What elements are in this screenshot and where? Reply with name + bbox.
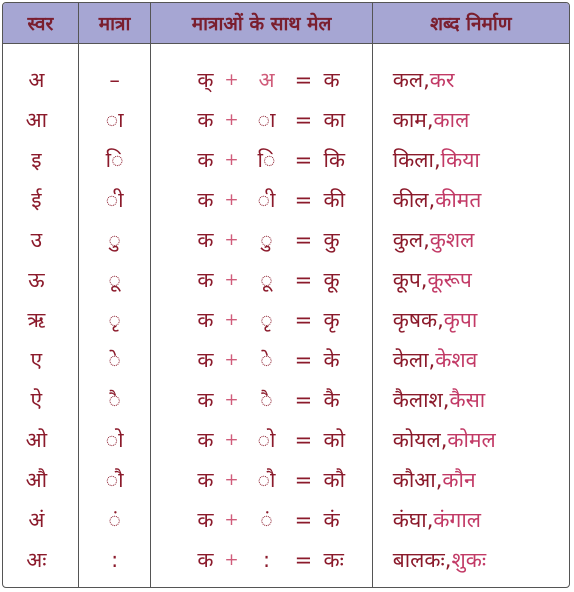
combination-cell [151, 420, 371, 460]
header-combination: मात्राओं के साथ मेल [151, 3, 372, 43]
word-1: कैलाश [392, 388, 443, 412]
matra-sign: ी [105, 188, 124, 212]
word-1: बालकः [392, 548, 445, 572]
column-swar [3, 44, 79, 587]
combined-result: कै [323, 388, 340, 412]
equals-sign: = [294, 268, 313, 292]
words-cell [373, 340, 569, 380]
base-consonant: क [197, 228, 214, 252]
column-combination [151, 44, 372, 587]
word-separator: , [433, 148, 441, 172]
equals-sign: = [294, 548, 313, 572]
matra-cell [79, 420, 151, 460]
swar-cell: ऊ [28, 268, 45, 292]
word-2: काल [433, 108, 470, 132]
vowel-sign: ि [257, 148, 276, 172]
base-consonant: क् [197, 68, 214, 92]
word-2: कर [429, 68, 455, 92]
word-separator: , [442, 388, 450, 412]
word-2: कुशल [429, 228, 475, 252]
equals-sign: = [294, 188, 313, 212]
matra-cell [79, 460, 151, 500]
combination-cell [151, 260, 371, 300]
equals-sign: = [294, 68, 313, 92]
words-cell [373, 100, 569, 140]
vowel-sign: ू [260, 268, 273, 292]
matra-cell [79, 500, 151, 540]
swar-cell: औ [25, 468, 48, 492]
word-2: शुकः [451, 548, 487, 572]
plus-sign: + [224, 430, 239, 450]
table-header [3, 3, 569, 44]
word-separator: , [423, 68, 430, 92]
plus-sign: + [224, 190, 239, 210]
combined-result: के [323, 348, 340, 372]
plus-sign: + [224, 550, 239, 570]
word-1: कल [392, 68, 424, 92]
combination-cell [151, 140, 371, 180]
matra-cell [79, 140, 151, 180]
combined-result: कं [323, 508, 340, 532]
table-body [3, 44, 569, 587]
swar-cell: ई [31, 188, 42, 212]
matra-cell [79, 380, 151, 420]
word-2: कैसा [449, 388, 486, 412]
vowel-sign: अ [258, 68, 275, 92]
plus-sign: + [224, 70, 239, 90]
combined-result: कौ [323, 468, 346, 492]
word-2: केशव [435, 348, 478, 372]
header-word-formation: शब्द निर्माण [430, 13, 512, 35]
word-1: कंघा [392, 508, 427, 532]
swar-cell: अ [28, 68, 45, 92]
swar-cell: ऐ [30, 388, 43, 412]
combination-cell [151, 180, 371, 220]
combined-result: कू [323, 268, 340, 292]
words-cell [373, 300, 569, 340]
base-consonant: क [197, 388, 214, 412]
word-2: कोमल [447, 428, 496, 452]
column-matra [79, 44, 152, 587]
equals-sign: = [294, 228, 313, 252]
combination-cell [151, 460, 371, 500]
matra-cell [79, 100, 151, 140]
word-2: कूरूप [427, 268, 472, 292]
plus-sign: + [224, 390, 239, 410]
equals-sign: = [294, 308, 313, 332]
column-word-formation [373, 44, 569, 587]
words-cell [373, 420, 569, 460]
matra-sign: े [108, 348, 121, 372]
vowel-sign: ी [257, 188, 276, 212]
word-1: कौआ [392, 468, 436, 492]
word-separator: , [423, 228, 430, 252]
combined-result: का [323, 108, 346, 132]
word-1: कुल [392, 228, 424, 252]
swar-cell: ऋ [27, 308, 46, 332]
matra-cell [79, 300, 151, 340]
equals-sign: = [294, 388, 313, 412]
swar-cell: ओ [25, 428, 48, 452]
plus-sign: + [224, 270, 239, 290]
matra-sign: – [109, 68, 120, 92]
equals-sign: = [294, 148, 313, 172]
combination-cell [151, 500, 371, 540]
matra-cell [79, 220, 151, 260]
base-consonant: क [197, 108, 214, 132]
word-separator: , [437, 308, 444, 332]
word-separator: , [428, 188, 436, 212]
base-consonant: क [197, 348, 214, 372]
combined-result: क [323, 68, 340, 92]
equals-sign: = [294, 348, 313, 372]
base-consonant: क [197, 148, 214, 172]
matra-sign: ौ [105, 468, 124, 492]
word-1: काम [392, 108, 427, 132]
matra-cell [79, 340, 151, 380]
word-separator: , [426, 108, 434, 132]
matra-table [2, 2, 570, 588]
header-swar: स्वर [3, 3, 79, 43]
base-consonant: क [197, 468, 214, 492]
word-1: कोयल [392, 428, 441, 452]
combination-cell [151, 60, 371, 100]
equals-sign: = [294, 468, 313, 492]
matra-sign: ु [108, 228, 121, 252]
combination-cell [151, 300, 371, 340]
base-consonant: क [197, 548, 214, 572]
plus-sign: + [224, 350, 239, 370]
vowel-sign: ा [257, 108, 276, 132]
words-cell [373, 380, 569, 420]
base-consonant: क [197, 268, 214, 292]
matra-cell [79, 180, 151, 220]
equals-sign: = [294, 108, 313, 132]
matra-cell [79, 260, 151, 300]
word-2: कीमत [435, 188, 482, 212]
plus-sign: + [224, 510, 239, 530]
combination-cell [151, 340, 371, 380]
word-2: कंगाल [433, 508, 482, 532]
header-matra: मात्रा [79, 3, 152, 43]
combination-cell [151, 380, 371, 420]
combined-result: की [323, 188, 346, 212]
matra-sign: : [111, 548, 119, 572]
vowel-sign: ु [260, 228, 273, 252]
swar-cell: इ [31, 148, 42, 172]
combined-result: कृ [323, 308, 340, 332]
vowel-sign: ै [260, 388, 273, 412]
word-separator: , [420, 268, 428, 292]
matra-sign: ा [105, 108, 124, 132]
words-cell [373, 60, 569, 100]
matra-sign: ो [105, 428, 124, 452]
word-2: कौन [442, 468, 476, 492]
swar-cell: अं [28, 508, 45, 532]
combination-cell [151, 220, 371, 260]
vowel-sign: ृ [260, 308, 273, 332]
word-1: कृषक [392, 308, 438, 332]
base-consonant: क [197, 508, 214, 532]
combined-result: कः [323, 548, 344, 572]
base-consonant: क [197, 428, 214, 452]
words-cell [373, 260, 569, 300]
word-separator: , [428, 348, 436, 372]
vowel-sign: ौ [257, 468, 276, 492]
combination-cell [151, 540, 371, 580]
base-consonant: क [197, 308, 214, 332]
equals-sign: = [294, 508, 313, 532]
vowel-sign: ं [260, 508, 273, 532]
word-separator: , [440, 428, 448, 452]
word-separator: , [426, 508, 434, 532]
combined-result: को [323, 428, 346, 452]
combined-result: कि [323, 148, 346, 172]
words-cell [373, 180, 569, 220]
base-consonant: क [197, 188, 214, 212]
matra-sign: ू [108, 268, 121, 292]
matra-cell [79, 60, 151, 100]
word-1: केला [392, 348, 429, 372]
word-2: कृपा [443, 308, 478, 332]
words-cell [373, 540, 569, 580]
equals-sign: = [294, 428, 313, 452]
word-1: कूप [392, 268, 421, 292]
swar-cell: अः [26, 548, 47, 572]
words-cell [373, 140, 569, 180]
swar-cell: ए [30, 348, 43, 372]
vowel-sign: ो [257, 428, 276, 452]
word-1: कील [392, 188, 429, 212]
matra-cell [79, 540, 151, 580]
word-2: किया [440, 148, 480, 172]
plus-sign: + [224, 470, 239, 490]
plus-sign: + [224, 310, 239, 330]
words-cell [373, 460, 569, 500]
swar-cell: उ [30, 228, 43, 252]
plus-sign: + [224, 230, 239, 250]
combination-cell [151, 100, 371, 140]
word-separator: , [435, 468, 443, 492]
words-cell [373, 500, 569, 540]
word-separator: , [444, 548, 452, 572]
word-1: किला [392, 148, 434, 172]
plus-sign: + [224, 110, 239, 130]
vowel-sign: : [262, 548, 271, 572]
swar-cell: आ [25, 108, 48, 132]
plus-sign: + [224, 150, 239, 170]
vowel-sign: े [260, 348, 273, 372]
words-cell [373, 220, 569, 260]
matra-sign: ि [105, 148, 124, 172]
matra-sign: ृ [108, 308, 121, 332]
combined-result: कु [323, 228, 340, 252]
matra-sign: ै [108, 388, 121, 412]
matra-sign: ं [108, 508, 121, 532]
